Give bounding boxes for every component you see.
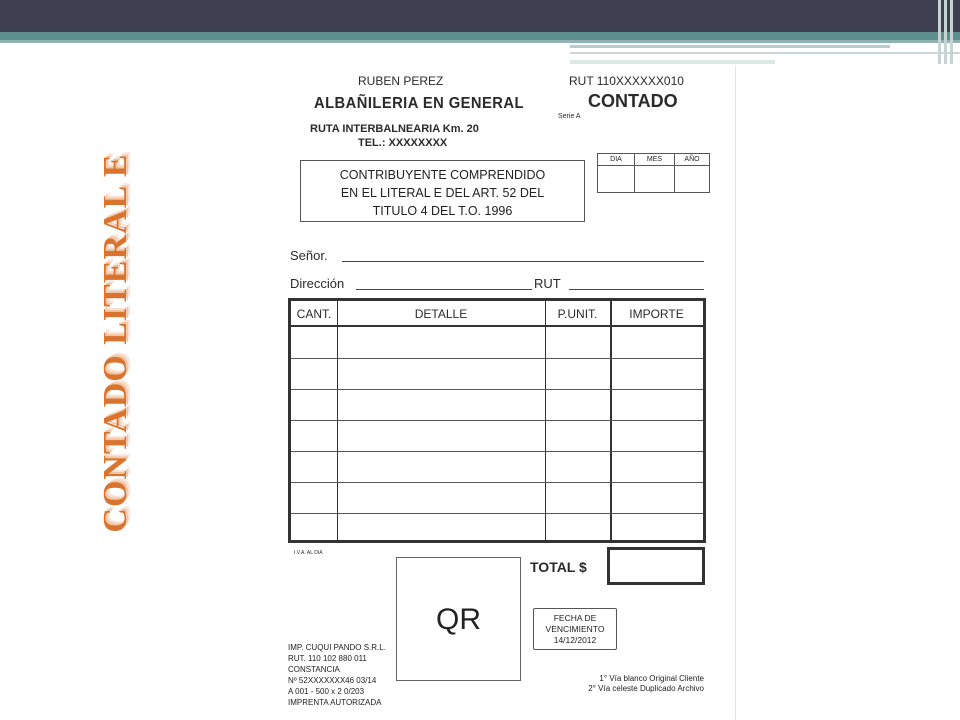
slide-accent-band [0, 32, 960, 40]
printer-line: IMP. CUQUI PANDO S.R.L. [288, 643, 386, 652]
invoice-rut: RUT 110XXXXXX010 [569, 74, 684, 88]
contributor-box [300, 160, 585, 222]
slide-accent-vertical-2 [944, 0, 947, 64]
row-divider [291, 389, 703, 390]
row-divider [291, 482, 703, 483]
printer-line: IMPRENTA AUTORIZADA [288, 698, 382, 707]
date-day: DIA [598, 154, 635, 192]
expiry-line: FECHA DE [553, 613, 597, 623]
column-header-punit: P.UNIT. [557, 307, 598, 321]
business-address: RUTA INTERBALNEARIA Km. 20 [310, 123, 479, 135]
copy-notes [568, 674, 704, 694]
expiry-box [533, 608, 617, 650]
column-header-cant: CANT. [296, 307, 332, 321]
owner-name: RUBEN PEREZ [358, 74, 444, 88]
printer-line: Nº 52XXXXXXX46 03/14 [288, 676, 377, 685]
qr-placeholder [396, 557, 521, 681]
contributor-line: TITULO 4 DEL T.O. 1996 [372, 204, 513, 218]
row-divider [291, 358, 703, 359]
printer-line: CONSTANCIA [288, 665, 340, 674]
qr-label: QR [436, 603, 481, 636]
direccion-line [356, 289, 532, 290]
slide-accent-vertical-1 [938, 0, 941, 64]
date-box [597, 153, 710, 193]
direccion-label: Dirección [290, 276, 345, 291]
senor-line [342, 261, 704, 262]
slide-title: CONTADO LITERAL E [97, 153, 134, 533]
copy-note: 1° Vía blanco Original Cliente [599, 674, 704, 683]
slide-accent-line-3 [570, 52, 960, 54]
copy-note: 2° Vía celeste Duplicado Archivo [588, 684, 704, 693]
printer-line: A 001 - 500 x 2 0/203 [288, 687, 365, 696]
contributor-line: CONTRIBUYENTE COMPRENDIDO [339, 168, 546, 182]
column-header-importe: IMPORTE [629, 307, 684, 321]
business-name: ALBAÑILERIA EN GENERAL [314, 95, 524, 112]
invoice-document [274, 66, 736, 720]
printer-line: RUT. 110 102 880 011 [288, 654, 367, 663]
slide-header-bar [0, 0, 960, 32]
items-table [288, 298, 706, 543]
row-divider [291, 451, 703, 452]
business-phone: TEL.: XXXXXXXX [358, 137, 448, 149]
invoice-serie: Serie A [558, 113, 581, 120]
expiry-line: VENCIMIENTO [545, 624, 605, 634]
printer-info [288, 642, 386, 708]
column-header-detalle: DETALLE [414, 307, 468, 321]
date-year: AÑO [684, 156, 700, 163]
slide-accent-line [0, 40, 960, 43]
expiry-date: 14/12/2012 [553, 635, 597, 645]
row-divider [291, 513, 703, 514]
contributor-line: EN EL LITERAL E DEL ART. 52 DEL [340, 186, 545, 200]
total-label: TOTAL $ [530, 559, 587, 575]
iva-note: I.V.A. AL DIA [294, 550, 323, 556]
total-box [607, 547, 705, 585]
client-rut-line [569, 289, 704, 290]
client-rut-label: RUT [534, 276, 561, 291]
slide-accent-line-2 [570, 45, 890, 48]
row-divider [291, 420, 703, 421]
slide-accent-vertical-3 [950, 0, 953, 64]
date-month: MES [635, 154, 675, 192]
slide-accent-line-4 [570, 60, 775, 64]
senor-label: Señor. [290, 248, 328, 263]
invoice-type: CONTADO [588, 91, 678, 111]
